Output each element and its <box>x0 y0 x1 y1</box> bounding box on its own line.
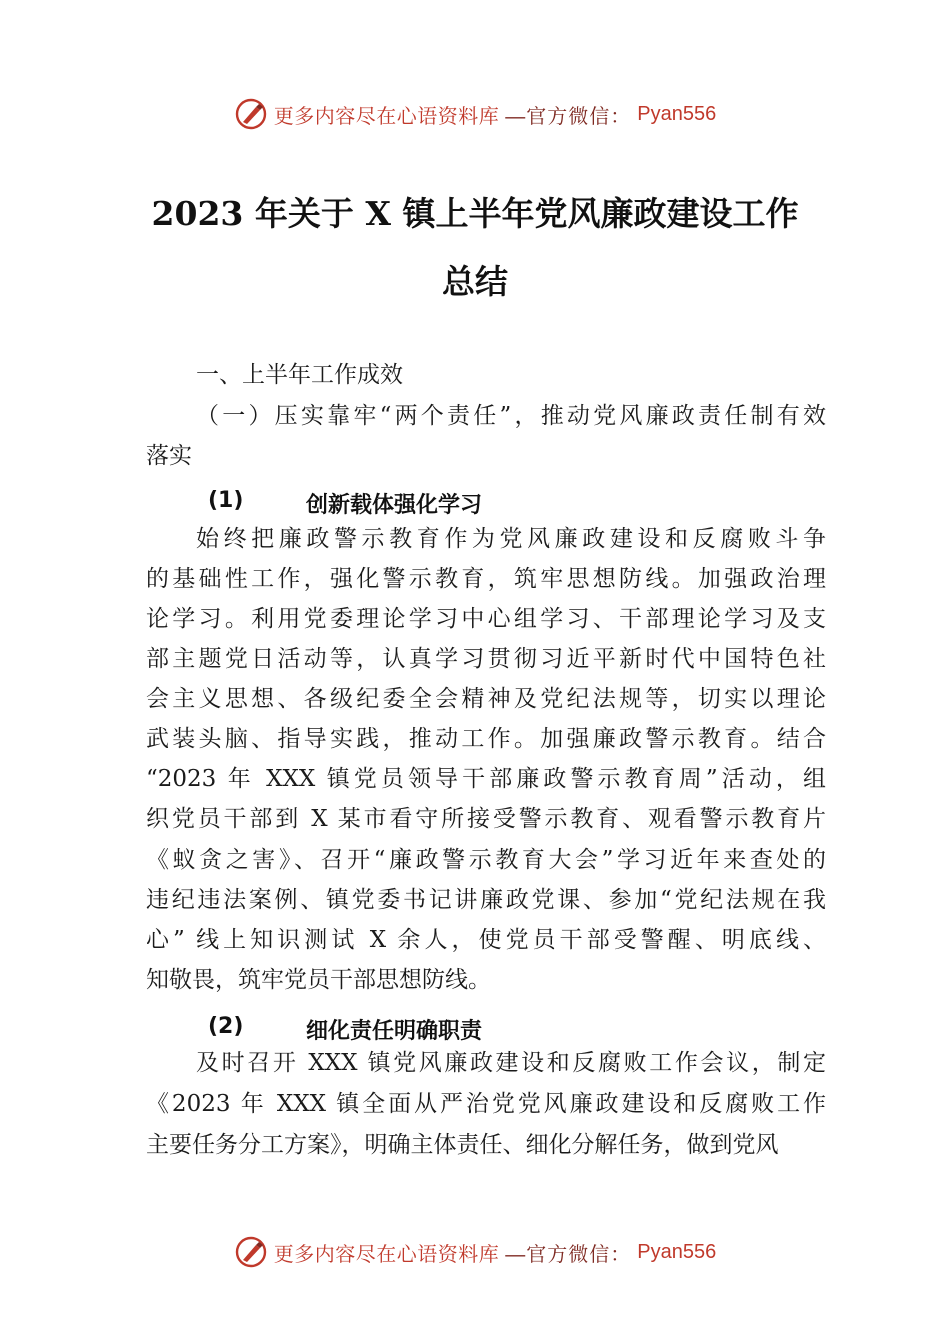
item1-title: 创新载体强化学习 <box>306 493 483 518</box>
paragraph-line: 会主义思想、各级纪委全会精神及党纪法规等，切实以理论 <box>146 686 826 712</box>
paragraph-line: “2023 年 XXX 镇党员领导干部廉政警示教育周”活动，组 <box>146 766 826 792</box>
footer-watermark <box>0 1232 950 1272</box>
paragraph-line: 及时召开 XXX 镇党风廉政建设和反腐败工作会议，制定 <box>196 1050 826 1076</box>
watermark-label: —官方微信： <box>505 1243 632 1266</box>
item2-number: (2) <box>208 1014 244 1039</box>
watermark-text: 更多内容尽在心语资料库 <box>273 1243 500 1266</box>
paragraph-line: 知敬畏，筑牢党员干部思想防线。 <box>146 967 491 993</box>
paragraph-line: 心” 线上知识测试 X 余人，使党员干部受警醒、明底线、 <box>146 927 826 953</box>
paragraph-line: 违纪违法案例、镇党委书记讲廉政党课、参加“党纪法规在我 <box>146 887 826 913</box>
subsection-heading-line2: 落实 <box>146 443 192 469</box>
paragraph-line: 主要任务分工方案》，明确主体责任、细化分解任务，做到党风 <box>146 1132 779 1158</box>
item2-title: 细化责任明确职责 <box>306 1019 483 1044</box>
paragraph-line: 《蚁贪之害》、召开“廉政警示教育大会”学习近年来查处的 <box>146 847 826 873</box>
watermark-label: —官方微信： <box>505 105 632 128</box>
paragraph-line: 部主题党日活动等，认真学习贯彻习近平新时代中国特色社 <box>146 646 826 672</box>
paragraph-line: 论学习。利用党委理论学习中心组学习、干部理论学习及支 <box>146 606 826 632</box>
paragraph-line: 的基础性工作，强化警示教育，筑牢思想防线。加强政治理 <box>146 566 826 592</box>
document-title-line2: 总结 <box>442 262 508 301</box>
watermark-wechat-id: Pyan556 <box>637 102 717 125</box>
watermark-wechat-id: Pyan556 <box>637 1240 717 1263</box>
item1-number: (1) <box>208 488 244 513</box>
header-watermark <box>0 94 950 134</box>
paragraph-line: 始终把廉政警示教育作为党风廉政建设和反腐败斗争 <box>196 526 826 552</box>
paragraph-line: 武装头脑、指导实践，推动工作。加强廉政警示教育。结合 <box>146 726 826 752</box>
section-heading: 一、上半年工作成效 <box>196 362 403 388</box>
document-title-line1: 2023 年关于 X 镇上半年党风廉政建设工作 <box>151 194 799 233</box>
subsection-heading-line1: （一）压实靠牢“两个责任”，推动党风廉政责任制有效 <box>196 403 826 429</box>
pen-seal-icon <box>234 1235 268 1269</box>
paragraph-line: 《2023 年 XXX 镇全面从严治党党风廉政建设和反腐败工作 <box>146 1091 826 1117</box>
paragraph-line: 织党员干部到 X 某市看守所接受警示教育、观看警示教育片 <box>146 806 826 832</box>
pen-seal-icon <box>234 97 268 131</box>
watermark-text: 更多内容尽在心语资料库 <box>273 105 500 128</box>
